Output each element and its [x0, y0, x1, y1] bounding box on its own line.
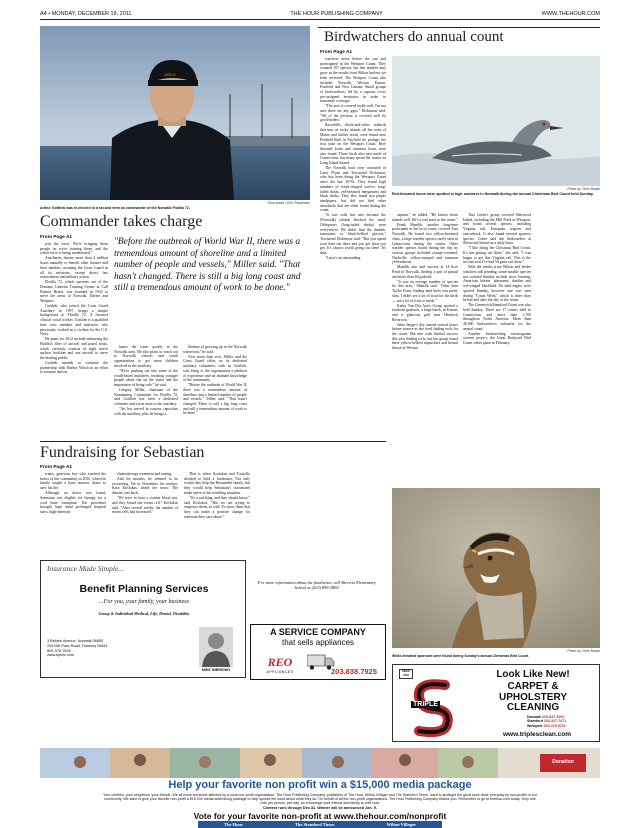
commander-photo-credit: Hour photo / Erik Trautmann — [267, 201, 310, 205]
commander-photo — [40, 26, 310, 200]
benefit-phone: 800-378-7526 — [47, 648, 71, 653]
paragraph: He plans for 2012 include enhancing the Flotilla's fleet of aircraft and patrol boats, which currently consists of eight active surface facilities and one aircraft to serve the boating public. — [40, 337, 108, 361]
loon-photo-caption: Red-throated loons were spotted in high numbers in Norwalk during the annual Christmas Bird Count held Sunday. — [392, 192, 594, 196]
paragraph: Another birdwatching extravaganza science project, the Great Backyard Bird Count, takes place in February. — [463, 331, 531, 346]
paragraph: "It was an average number of species for this area," Mantlik said. "Other than Taylor Farm, finding land birds was pretty slim. I didn't see a lot of food for the birds — not a lot of fruit or seeds." — [392, 279, 458, 303]
paragraph: Razorbills, black-and-white seabirds that nest on rocky islands off the coast of Maine and farther north, were found near Penfield Reef in Fairfield for perhaps the first time on the Westport Count. Red-throated loons and common loons were also found. Those birds also nest north of Connecticut, but many spend the winter on Long Island Sound. — [320, 123, 386, 166]
paragraph: Jalna Jaeger's day started several hours before sunrise as she tried finding owls for the count. She met with limited success this year finding owls, but her group found three yellow-bellied sapsuckers and hermit thrush in Weston. — [392, 322, 458, 351]
commander-col-2 — [114, 345, 178, 437]
paragraph: Now more than ever, Miller said the Coast Guard relies on its dedicated auxiliary volunteers, such as Gottlieb, who bring to the organization a plethora of experience and an intimate knowledge of the community. — [183, 354, 247, 383]
paragraph: Gottlieb intends to continue the partnership with Harbor Watch in an effort to monitor and en- — [40, 361, 108, 375]
paragraph: "It was cold, but nice because the (Norwalk) islands blocked the wind. Oldsquaws (long-tailed ducks) were everywhere. We didn't find the dunlins, turnstones or black-bellied plovers," Townsend Dickinson said. "But you spend your time out there and you get what you get. It's always worth going out there. It's data. — [320, 213, 386, 256]
footer-the-hour-logo: The Hour — [223, 822, 243, 827]
banner-footer — [198, 821, 442, 828]
fundraising-headline: Fundraising for Sebastian — [40, 444, 205, 461]
paragraph: hance the water quality in the Norwalk area. He also plans to reach out to Norwalk schools and youth organizations to get more children involved in the auxiliary. — [114, 345, 178, 368]
paragraph: Kathy Van Der Aue's Group spotted a northern goshawk, a large hawk, in Easton, and a glaucous gull near Hemlock Reservoir. — [392, 303, 458, 322]
fundraising-col-2 — [112, 472, 178, 554]
paragraph: Frank Mantlik, another long-time participant in the local count, covered East Norwalk. He found two yellow-breasted chats, a large warbler species rarely seen in Connecticut during the winter. Other warbler species found during the day by various groups included orange-crowned, Nashville, yellow-rumped and common yellowthroat. — [392, 222, 458, 265]
paragraph: "Before the outbreak of World War II, there was a tremendous amount of shoreline and a limited number of people and vessels," Miller said. "That hasn't changed. There is still a big long coast and still a tremendous amount of work to be done." — [183, 383, 247, 416]
benefit-tagline: Insurance Made Simple... — [47, 564, 124, 573]
paragraph: Flotilla 72, which operates out of the Dominic Lametta Training Center at Calf Pasture Beach, was founded in 1943 to serve the areas of Norwalk, Darien and Westport. — [40, 280, 108, 304]
sparrow-photo-credit: Photo by Chris Bosak — [567, 649, 600, 653]
service-company-ad[interactable] — [250, 624, 386, 680]
commander-col-3 — [183, 345, 247, 437]
paragraph: "We were in hour a routine blood test, and they found one errant cell," Kovlakas said. "After several weeks, the number of errant cells had increased." — [112, 496, 178, 515]
commander-headline: Commander takes charge — [40, 213, 203, 230]
banner-donation-label: Donation — [552, 759, 574, 765]
person-icon — [199, 627, 233, 667]
birdwatchers-from-label: From Page A1 — [320, 50, 353, 55]
paragraph: Tina Green's group covered Sherwood Island, including the Mill Pond in Westport, and found several species, including Virginia rail, European wigeon and canvasback. It also found several sparrow species. Green said she birdwatches at Sherwood Island on a daily basis. — [463, 213, 531, 246]
birdwatchers-col-2 — [392, 213, 458, 488]
paragraph: The Greenwich/Stamford Count was also held Sunday. There are 17 counts held in Connecticut and more than 1,700 throughout North America. More than 40,000 birdwatchers volunteer for the annual count. — [463, 303, 531, 331]
commander-pull-quote: "Before the outbreak of World War II, there was a tremendous amount of shoreline and a limited number of people and vessels," Miller said. "That hasn't changed. There is still a big long coast and still a tremendous amount of work to be done." — [114, 237, 301, 294]
loon-photo-image — [392, 56, 600, 186]
paragraph: Gregory Miller, chairman of the Nominating Committee for Flotilla 72, said Gottlieb has been a dedicated volunteer and a true asset to the auxiliary. — [114, 387, 178, 407]
fundraising-col-1 — [40, 472, 106, 554]
page-header — [40, 8, 600, 20]
commander-col-1 — [40, 242, 108, 440]
paragraph: Auxiliaries donate more than 2 million hours annually to benefit other boaters and their families, assisting the Coast Guard in all its missions, except direct law enforcement and military action. — [40, 256, 108, 280]
paragraph: captain," he added. "He knows those islands well. He's a real asset to the count." — [392, 213, 458, 222]
svg-text:USCG: USCG — [164, 72, 176, 77]
benefit-planning-ad[interactable] — [40, 560, 246, 678]
paragraph: watchers arose before the sun and participated in the Westport Count. They counted 107 species, but that number may grow as the results from Wilton had not yet been received. The Westport Count also includes Norwalk, Weston, Easton, Fairfield and New Canaan. Small groups of birdwatchers, led by a captain, cover pre-assigned territories in order to maximize coverage. — [320, 57, 386, 104]
triple-logo — [405, 679, 461, 737]
commander-photo-caption: Arthur Gottlieb was re-elected to a second term as commander of the Norwalk Flotilla 72. — [40, 206, 190, 210]
banner-contest: Contest runs through Dec.31. Winner will be announced Jan. 9. — [263, 806, 377, 810]
header-publisher: THE HOUR PUBLISHING COMPANY — [290, 10, 383, 17]
fundraising-col-3 — [184, 472, 250, 554]
banner-headline: Help your favorite non profit win a $15,000 media package — [168, 779, 472, 791]
birdwatchers-col-3 — [463, 213, 531, 488]
paragraph: Although no donor was found, Sebastian was eligible for therapy for a cord bone transplant. The procedure brought hope amid prolonged hospital stays, high-intensity — [40, 491, 106, 514]
triple-phone-row: Norwalk 203-847-4000 — [527, 715, 565, 719]
triple-s-logo-icon — [405, 679, 461, 737]
fundraising-from-label: From Page A1 — [40, 465, 73, 470]
service-line-2: that sells appliances — [281, 638, 355, 647]
benefit-person-photo — [199, 627, 233, 667]
benefit-types: Group & Individual Medical, Life, Dental, Disability — [98, 611, 190, 616]
benefit-address-1: 3 Belden Avenue, Norwalk 06850 — [47, 639, 104, 643]
footer-wilton-villager-logo: Wilton Villager — [386, 822, 416, 827]
service-phone[interactable]: 203.838.7925 — [331, 667, 377, 676]
header-date: A4 • MONDAY, DECEMBER 19, 2011 — [40, 10, 132, 17]
triple-s-ad[interactable] — [392, 664, 600, 742]
triple-headline: Look Like New! — [496, 669, 570, 680]
birdwatchers-top-rule — [318, 27, 600, 28]
paragraph: Gottlieb, who joined the Coast Guard Auxiliary in 1997, brings a unique background to Flotilla 72. A licensed clinical social worker, Gottlieb is a qualified boat crew member and instructor who previously worked as a civilian for the U.S. Navy. — [40, 304, 108, 337]
triple-badge: SINCE 1963 — [399, 669, 413, 679]
paragraph: That is when Kovlakas and Torsiello decided to hold a fundraiser. Not only would they help the Hernandez family, but they would help Sebastian's classmates make sense of the troubling situation. — [184, 472, 250, 495]
commander-photo-image — [40, 26, 310, 200]
paragraph: The Norwalk boat crew consisted of Larry Flynn and Townsend Dickinson, who has been doing the Westport Count since the late 1970s. They found high numbers of white-winged scoters, long-tailed ducks, red-breasted mergansers and black ducks. They also found two purple sandpipers, but did not find other shorebirds that are often found during the count. — [320, 166, 386, 213]
banner-photo-strip — [40, 748, 600, 778]
benefit-web[interactable]: www.bpsllc.com — [47, 653, 75, 658]
paragraph: "Larry's an outstanding — [325, 256, 361, 261]
benefit-address-2: 205 Mill Plain Road, Danbury 06811 — [47, 643, 108, 648]
triple-phone-row: Stamford 203-327-7471 — [527, 719, 567, 724]
header-website[interactable]: WWW.THEHOUR.COM — [541, 10, 600, 17]
paragraph: "It's a sad thing, and they should know," said Kovlakas. "But we are trying to empower them, as well. To show them that they can make a positive change for someone they care about." — [184, 495, 250, 519]
triple-logo-text: TRIPLE — [413, 701, 438, 708]
fundraising-top-rule — [40, 441, 386, 442]
triple-line-2: UPHOLSTERY — [499, 691, 567, 703]
banner-body: Your children, your neighbors, your friends. We all know someone affected by a local non-profit organization. The Hour Publishing Company, publishers of The Hour, Wilton Villager and The Stamford Times, want to spotlight the good work done everyday by non-profits in our community. We want to give your favorite non-profit a $15,000 media advertising package to help spread the word about what they do. On behalf of all the non-profit organizations, The Hour Publishing Company thanks you. Remember to go to thehour.com today. Only one vote per person, per day, so encourage your friends and family to vote now. — [103, 793, 537, 806]
paragraph: lifetime of growing up in the Norwalk waterfront," he said. — [183, 345, 247, 354]
paragraph: join the force. We're bringing these people in, we're training them, and the whole force is being modernized." — [40, 242, 108, 256]
triple-service — [469, 682, 597, 714]
footer-stamford-times-logo: The Stamford Times — [294, 822, 335, 827]
sparrow-photo-image — [392, 488, 600, 648]
sparrow-photo-caption: White-throated sparrows were found during Sunday's annual Christmas Bird Count. — [392, 654, 529, 658]
triple-phone-row: Westport 203-378-9721 — [527, 723, 566, 728]
loon-photo-credit: Photo by Chris Bosak — [567, 187, 600, 191]
paragraph: chemotherapy treatment and testing. — [117, 472, 173, 476]
service-logo-sub: APPLIANCES — [266, 669, 294, 674]
paragraph: "The area is covered really well. I'm not sure there are any gaps," Dickinson said. "All of the territory is covered well by good birders." — [320, 104, 386, 123]
paragraph: And for months, he seemed to be recovering. Yet in November, his teacher, Kara Kovlakas, heard the news: The disease was back. — [112, 477, 178, 496]
nonprofit-banner-ad[interactable] — [40, 748, 600, 828]
banner-vote[interactable]: Vote for your favorite non-profit at www.thehour.com/nonprofit — [193, 811, 447, 821]
commander-from-label: From Page A1 — [40, 235, 73, 240]
fundraising-more-info: For more information about the fundraiser, call Sherwin Elementary School at (203) 899-2890. — [258, 580, 376, 591]
benefit-slogan: ...For you, your family, your business — [99, 599, 189, 605]
triple-line-1: CARPET & — [507, 681, 559, 692]
paragraph: "I like doing the Christmas Bird Count. It's fun getting out there," she said. "I was happy to get that Virginia rail. This is the second year I've had Virginia rail there." — [463, 246, 531, 265]
birdwatchers-headline: Birdwatchers do annual count — [324, 29, 504, 45]
sparrow-photo — [392, 488, 600, 648]
paragraph: "Art has served in various capacities with the auxiliary, plus he brings a — [114, 407, 178, 416]
service-line-1: A SERVICE COMPANY — [270, 627, 366, 637]
service-logo — [257, 651, 303, 677]
benefit-name: Benefit Planning Services — [79, 583, 209, 595]
birdwatchers-col-1 — [320, 57, 386, 485]
triple-line-3: CLEANING — [506, 702, 560, 713]
triple-phones — [527, 715, 566, 728]
paragraph: With the results from Wilton and feeder watchers still pending, some notable species not counted Sunday include snow bunting, American bittern, pheasants, dunlins and red-winged blackbird. No bald eagles were spotted Sunday, however one was seen during "Count Week," which is three days before and after the day of the count. — [463, 265, 531, 303]
service-logo-text: REO — [267, 654, 293, 669]
paragraph: Mantlik also had success at 14-Acre Pond in Norwalk, finding a pair of pintail and more than 60 gadwall. — [392, 265, 458, 279]
benefit-person-name: MIKE IMBRIGNO — [201, 668, 231, 672]
triple-web[interactable]: www.triplesclean.com — [503, 731, 572, 738]
banner-photos-image — [40, 748, 600, 778]
paragraph: "We're pushing out into some of the youth-based initiatives, teaching younger people about fun on the water and the importance of being safe," he said. — [114, 368, 178, 387]
paragraph: wants, generous boy who touched the hearts of the community in 2010, when his family sought a bone marrow donor to save his life. — [40, 472, 106, 491]
loon-photo — [392, 56, 600, 186]
benefit-contact — [47, 639, 108, 658]
